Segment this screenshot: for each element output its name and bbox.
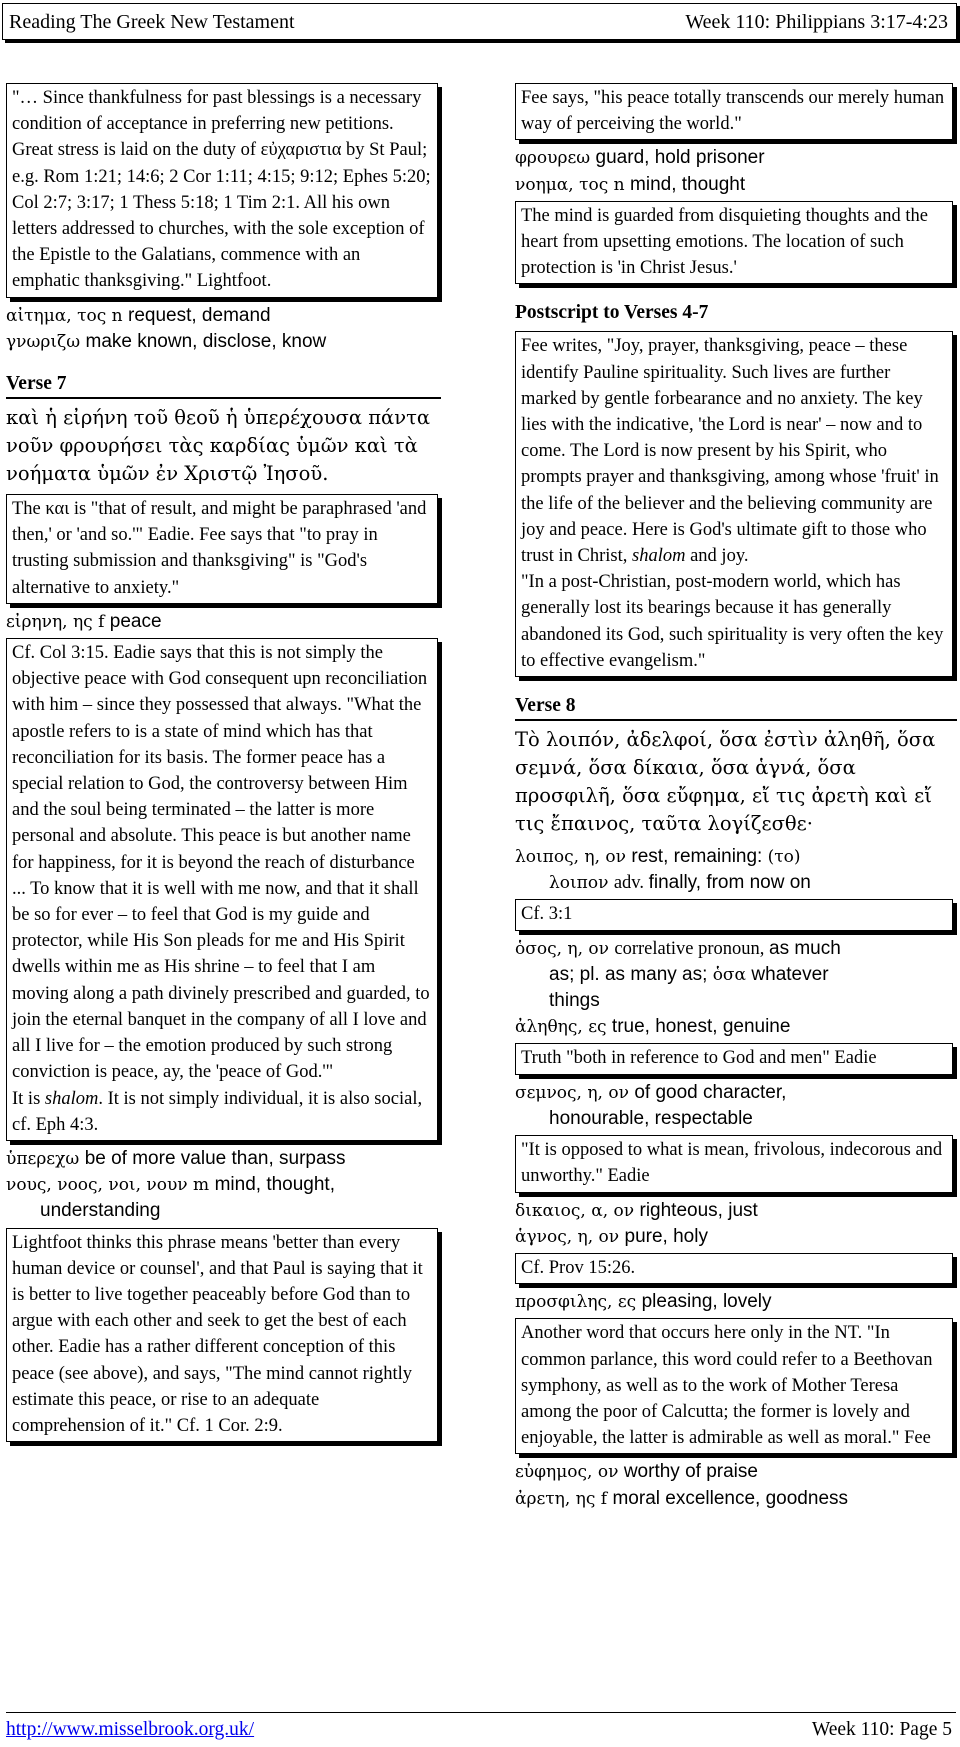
lightfoot-note-box bbox=[6, 1228, 438, 1443]
prov-note-text: Cf. Prov 15:26. bbox=[521, 1257, 636, 1278]
gloss-loipos bbox=[515, 844, 957, 896]
gloss-semnos bbox=[515, 1080, 957, 1132]
gloss-definition: as; pl. as many as; bbox=[549, 963, 713, 985]
gloss-definition: of good character, bbox=[634, 1081, 787, 1103]
header-title: Reading The Greek New Testament bbox=[9, 11, 295, 33]
gloss-hosos bbox=[515, 936, 957, 1041]
gloss-word: λοιπον bbox=[549, 873, 614, 894]
postscript-text: and joy. bbox=[685, 546, 749, 567]
gloss-definition: mind, thought, bbox=[214, 1174, 335, 1196]
gloss-definition: moral excellence, goodness bbox=[612, 1487, 849, 1509]
footer-link[interactable]: http://www.misselbrook.org.uk/ bbox=[6, 1719, 255, 1740]
truth-note-box bbox=[515, 1043, 953, 1074]
kai-note-text: The και is "that of result, and might be paraphrased 'and then,' or 'and so.'" Eadie. Fee says that "to pray in trusting submission and thanksgiving" is "God's alternative to anxiety." bbox=[12, 499, 427, 598]
gloss-word: ὁσος, η, ον bbox=[515, 938, 615, 959]
opposed-note-text: "It is opposed to what is mean, frivolous, indecorous and unworthy." Eadie bbox=[521, 1140, 943, 1187]
mind-note-box bbox=[515, 201, 953, 285]
gloss-definition: honourable, respectable bbox=[549, 1107, 753, 1129]
gloss-definition: guard, hold prisoner bbox=[595, 147, 765, 169]
gloss-pos: adv. bbox=[613, 873, 649, 894]
gloss-word: ἁγνος, η, ον bbox=[515, 1226, 625, 1247]
peace-note-text: . It is not simply individual, it is also social, cf. Eph 4:3. bbox=[12, 1088, 423, 1135]
lightfoot-quote-box bbox=[6, 83, 438, 298]
footer-page-number: Week 110: Page 5 bbox=[811, 1719, 952, 1740]
header-week: Week 110: Philippians 3:17-4:23 bbox=[685, 11, 948, 33]
postscript-text: Fee writes, "Joy, prayer, thanksgiving, peace – these identify Pauline spirituality. Such lives are further marked by gentle forbearance and no anxiety. The key lies with the indicative, 'the Lord is near' – now and to come. The Lord is now present by his Spirit, who prompts prayer and thanksgiving, among whose 'fruit' in the life of the believer and the believing community are joy and peace. Here is God's ultimate gift to those who trust in Christ, bbox=[521, 336, 939, 567]
gloss-definition: things bbox=[549, 990, 600, 1012]
gloss-word: δικαιος, α, ον bbox=[515, 1200, 640, 1221]
truth-note-text: Truth "both in reference to God and men" Eadie bbox=[521, 1048, 877, 1069]
verse8-heading: Verse 8 bbox=[515, 695, 957, 721]
gloss-phroureo bbox=[515, 145, 957, 197]
gloss-definition: make known, disclose, know bbox=[85, 330, 327, 352]
gloss-word: σεμνος, η, ον bbox=[515, 1082, 635, 1103]
fee-note-box bbox=[515, 83, 953, 140]
verse7-heading: Verse 7 bbox=[6, 373, 441, 399]
lightfoot-quote-text: "… Since thankfulness for past blessings is a necessary condition of acceptance in preferring new petitions. Great stress is laid on the duty of εὐχαριστια by St Paul; e.g. Rom 1:21; 14:6; 2 Cor 1:11; 4:15; 9:12; Ephes 5:20; Col 2:7; 3:17; 1 Thess 5:18; 1 Tim 2:1. All his own letters addressed to churches, with the sole exception of the Epistle to the Galatians, commence with an emphatic thanksgiving." Lightfoot. bbox=[12, 88, 431, 292]
gloss-definition: understanding bbox=[40, 1200, 161, 1222]
gloss-definition: whatever bbox=[751, 963, 829, 985]
gloss-definition: pleasing, lovely bbox=[641, 1291, 772, 1313]
gloss-dikaios bbox=[515, 1198, 957, 1250]
cf-note-text: Cf. 3:1 bbox=[521, 904, 573, 925]
gloss-word: προσφιλης, ες bbox=[515, 1292, 642, 1313]
verse7-text: καὶ ἡ εἰρήνη τοῦ θεοῦ ἡ ὑπερέχουσα πάντα νοῦν φρουρήσει τὰς καρδίας ὑμῶν καὶ τὰ νοήματα ὑμῶν ἐν Χριστῷ Ἰησοῦ. bbox=[6, 406, 431, 486]
gloss-definition: worthy of praise bbox=[623, 1461, 758, 1483]
page-header bbox=[2, 3, 957, 40]
page-footer bbox=[6, 1712, 956, 1740]
gloss-definition: righteous, just bbox=[639, 1199, 758, 1221]
shalom-italic: shalom bbox=[632, 546, 686, 567]
another-word-text: Another word that occurs here only in the NT. "In common parlance, this word could refer to a Beethovan symphony, as well as to the work of Mother Teresa among the poor of Calcutta; the former is lovely and enjoyable, the latter is admirable as well as moral." Fee bbox=[521, 1323, 933, 1449]
gloss-definition: pure, holy bbox=[624, 1225, 708, 1247]
gloss-word: εὐφημος, ον bbox=[515, 1462, 624, 1483]
gloss-word: φρουρεω bbox=[515, 148, 596, 169]
gloss-word: γνωριζω bbox=[6, 331, 86, 352]
gloss-eirene bbox=[6, 609, 442, 635]
gloss-definition: peace bbox=[109, 610, 162, 632]
gloss-word: (το) bbox=[767, 847, 801, 868]
another-word-box bbox=[515, 1318, 953, 1454]
gloss-word: ὑπερεχω bbox=[6, 1148, 85, 1169]
lightfoot-note-text: Lightfoot thinks this phrase means 'better than every human device or counsel', and that Paul is saying that it is better to live together peaceably before God than to argue with each other and seek to get the best of each other. Eadie has a rather different conception of this peace (see above), and says, "The mind cannot rightly estimate this peace, or rise to an adequate comprehension of it." Cf. 1 Cor. 2:9. bbox=[12, 1232, 423, 1436]
gloss-definition: true, honest, genuine bbox=[611, 1016, 791, 1038]
prov-note-box bbox=[515, 1253, 953, 1284]
gloss-word: νους, νοος, νοι, νουν m bbox=[6, 1175, 215, 1196]
gloss-word: λοιπος, η, ον bbox=[515, 847, 632, 868]
verse8-text: Τὸ λοιπόν, ἀδελφοί, ὅσα ἐστὶν ἀληθῆ, ὅσα σεμνά, ὅσα δίκαια, ὅσα ἁγνά, ὅσα προσφιλῆ, ὅσα εὔφημα, εἴ τις ἀρετὴ καὶ εἴ τις ἔπαινος, ταῦτα λογίζεσθε· bbox=[515, 728, 936, 836]
gloss-definition: rest, remaining: bbox=[631, 846, 768, 868]
gloss-euphemos bbox=[515, 1459, 957, 1511]
postscript-box bbox=[515, 331, 953, 677]
gloss-word: ἀληθης, ες bbox=[515, 1017, 612, 1038]
right-column bbox=[515, 83, 957, 1515]
gloss-definition: request, demand bbox=[128, 304, 271, 326]
gloss-word: ἀρετη, ης f bbox=[515, 1488, 613, 1509]
fee-note-text: Fee says, "his peace totally transcends our merely human way of perceiving the world." bbox=[521, 88, 945, 135]
shalom-italic: shalom bbox=[44, 1088, 99, 1109]
gloss-definition: be of more value than, surpass bbox=[84, 1147, 346, 1169]
peace-note-text: It is bbox=[12, 1088, 45, 1109]
gloss-definition: mind, thought bbox=[630, 173, 746, 195]
gloss-prosphiles bbox=[515, 1289, 957, 1315]
gloss-hyperecho bbox=[6, 1146, 442, 1225]
gloss-definition: finally, from now on bbox=[648, 872, 811, 894]
peace-note-box bbox=[6, 638, 438, 1141]
left-column bbox=[6, 83, 442, 1447]
gloss-word: νοημα, τος n bbox=[515, 174, 631, 195]
peace-note-text: Cf. Col 3:15. Eadie says that this is not simply the objective peace with God consequent upn reconciliation with him – since they possessed that always. "What the apostle refers to is a state of mind which has that reconciliation for its basis. The former peace has a special relation to God, the controversy between Him and the soul being terminated – the latter is more personal and absolute. This peace is but another name for happiness, for it is beyond the reach of disturbance ... To know that it is well with me now, and that it shall be so for ever – to feel that God is my guide and protector, while His Son pleads for me and His Spirit dwells within me as His shrine – to feel that I am moving along a path divinely prescribed and guarded, to join the eternal banquet in the company of all I love and all I live for – the emotion produced by such strong conviction is peace, ay, the 'peace of God.'" bbox=[12, 643, 430, 1083]
cf-3-1-box bbox=[515, 899, 953, 930]
opposed-note-box bbox=[515, 1135, 953, 1192]
gloss-word: αἰτημα, τος n bbox=[6, 305, 128, 326]
gloss-definition: as much bbox=[769, 937, 841, 959]
postscript-text: "In a post-Christian, post-modern world, which has generally lost its bearings because it has generally abandoned its God, such spirituality is very often the key to effective evangelism." bbox=[521, 572, 944, 671]
gloss-pos: correlative pronoun, bbox=[614, 938, 769, 959]
postscript-heading: Postscript to Verses 4-7 bbox=[515, 302, 709, 324]
gloss-word: ὁσα bbox=[712, 964, 752, 985]
kai-note-box bbox=[6, 494, 438, 604]
gloss-word: εἰρηνη, ης f bbox=[6, 611, 110, 632]
mind-note-text: The mind is guarded from disquieting thoughts and the heart from upsetting emotions. The location of such protection is 'in Christ Jesus.' bbox=[521, 205, 928, 279]
gloss-aitema bbox=[6, 303, 442, 355]
